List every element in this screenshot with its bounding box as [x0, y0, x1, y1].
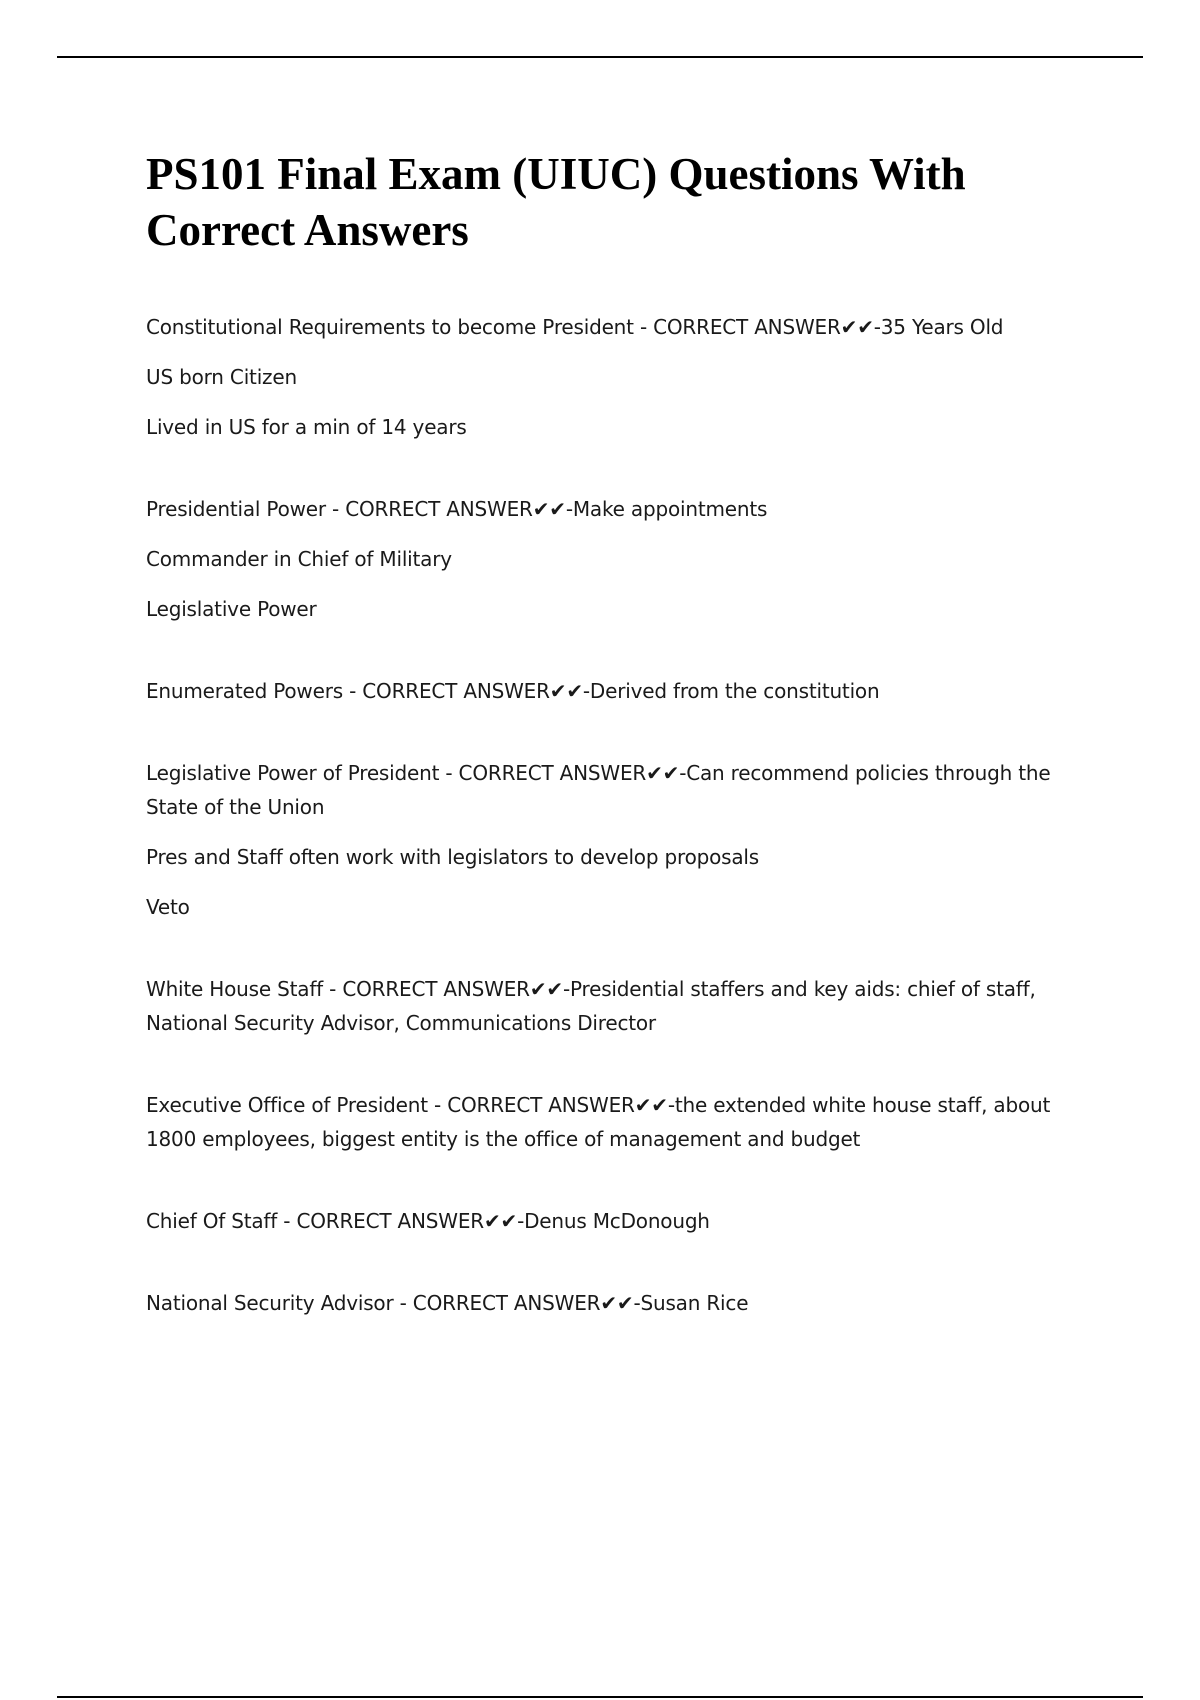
qa-entry-enumerated-powers [146, 674, 1086, 708]
qa-entry-legislative-power [146, 756, 1086, 924]
qa-line: Pres and Staff often work with legislators to develop proposals [146, 845, 759, 869]
header-rule [57, 56, 1143, 58]
qa-line: Veto [146, 895, 190, 919]
qa-entry-presidential-power [146, 492, 1086, 626]
qa-entry-constitutional-requirements [146, 310, 1086, 444]
qa-line: US born Citizen [146, 365, 297, 389]
document-body [146, 146, 1086, 1368]
qa-line: National Security Advisor - CORRECT ANSWER✔✔-Susan Rice [146, 1291, 749, 1315]
qa-line: Executive Office of President - CORRECT ANSWER✔✔-the extended white house staff, about 1800 employees, biggest entity is the office of management and budget [146, 1093, 1051, 1151]
qa-line: Commander in Chief of Military [146, 547, 452, 571]
qa-line: Presidential Power - CORRECT ANSWER✔✔-Make appointments [146, 497, 768, 521]
qa-line: Legislative Power of President - CORRECT ANSWER✔✔-Can recommend policies through the State of the Union [146, 761, 1051, 819]
document-title: PS101 Final Exam (UIUC) Questions With Correct Answers [146, 149, 966, 255]
footer-rule [57, 1696, 1143, 1698]
qa-line: White House Staff - CORRECT ANSWER✔✔-Presidential staffers and key aids: chief of staff, National Security Advisor, Communications Director [146, 977, 1036, 1035]
qa-entry-white-house-staff [146, 972, 1086, 1040]
qa-line: Lived in US for a min of 14 years [146, 415, 467, 439]
qa-entry-chief-of-staff [146, 1204, 1086, 1238]
qa-entry-executive-office [146, 1088, 1086, 1156]
qa-line: Legislative Power [146, 597, 317, 621]
qa-line: Enumerated Powers - CORRECT ANSWER✔✔-Derived from the constitution [146, 679, 880, 703]
qa-entry-national-security-advisor [146, 1286, 1086, 1320]
qa-line: Chief Of Staff - CORRECT ANSWER✔✔-Denus McDonough [146, 1209, 710, 1233]
qa-line: Constitutional Requirements to become President - CORRECT ANSWER✔✔-35 Years Old [146, 315, 1004, 339]
